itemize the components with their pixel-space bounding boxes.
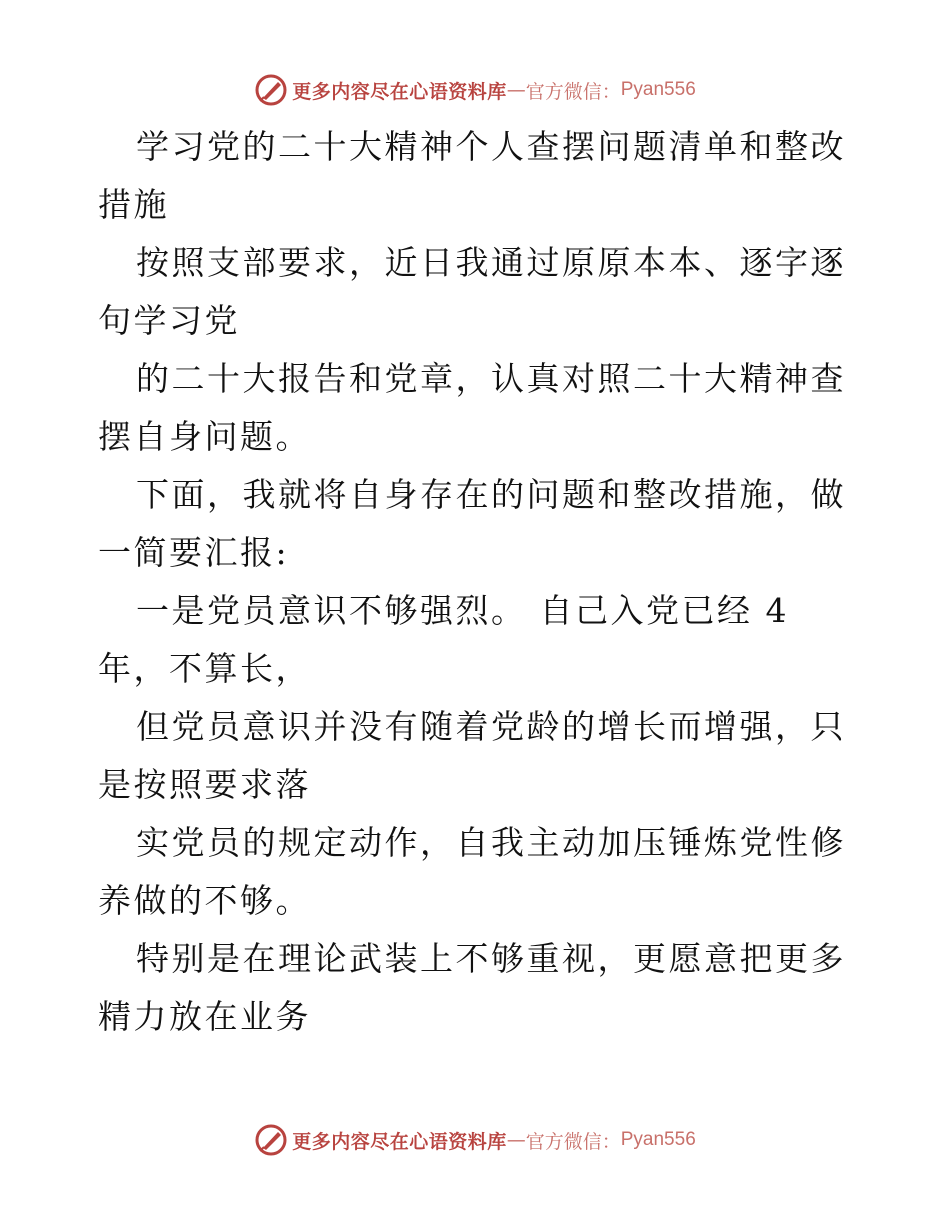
document-body (98, 118, 858, 1046)
header-wechat-id: Pyan556 (620, 79, 696, 100)
header-wechat-label: 官方微信： (525, 80, 621, 103)
paragraph: 按照支部要求，近日我通过原原本本、逐字逐句学习党 (98, 243, 846, 340)
footer-wechat-label: 官方微信： (525, 1130, 621, 1153)
paragraph: 但党员意识并没有随着党龄的增长而增强，只是按照要求落 (98, 707, 846, 804)
paragraph: 实党员的规定动作，自我主动加压锤炼党性修养做的不够。 (98, 823, 846, 920)
quill-pen-seal-icon (254, 73, 288, 107)
footer-wechat-id: Pyan556 (620, 1129, 696, 1150)
header-dash: — (506, 79, 526, 101)
quill-pen-seal-icon (254, 1123, 288, 1157)
header-brand-text: 更多内容尽在心语资料库 (292, 80, 507, 103)
header-watermark (0, 70, 950, 110)
paragraph: 的二十大报告和党章，认真对照二十大精神查摆自身问题。 (98, 359, 846, 456)
paragraph: 特别是在理论武装上不够重视，更愿意把更多精力放在业务 (98, 939, 846, 1036)
paragraph: 下面，我就将自身存在的问题和整改措施，做一简要汇报: (98, 475, 846, 572)
document-title: 学习党的二十大精神个人查摆问题清单和整改措施 (98, 127, 846, 224)
footer-watermark (0, 1120, 950, 1160)
footer-brand-text: 更多内容尽在心语资料库 (292, 1130, 507, 1153)
footer-dash: — (506, 1129, 526, 1151)
paragraph: 一是党员意识不够强烈。 自己入党已经 4 年，不算长， (98, 591, 789, 688)
